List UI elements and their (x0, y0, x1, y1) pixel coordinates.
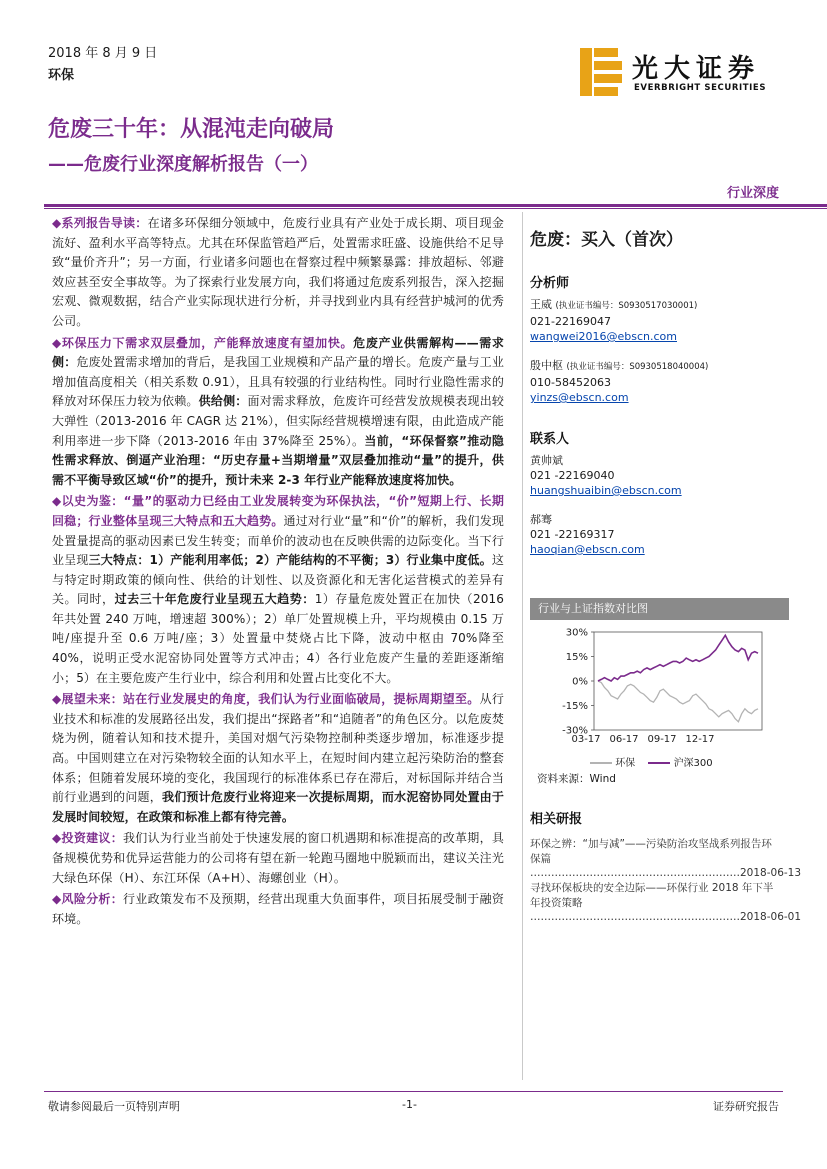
paragraph-investment (52, 829, 504, 888)
report-type: 行业深度 (726, 186, 779, 201)
chart-title: 行业与上证指数对比图 (530, 598, 789, 620)
related-item-dateline (530, 867, 802, 879)
para-text: 危废处置需求增加的背后，是我国工业规模和产品产量的增长。危废产量与工业增加值高度相关（相关系数 0.91），且具有较强的行业结构性。同时行业隐性需求的释放对环保压力较为依赖。 (52, 355, 504, 409)
logo-mark-icon (580, 48, 624, 96)
legend-label-env: 环保 (615, 758, 636, 769)
related-item-dateline (530, 911, 802, 923)
para-text: 通过对行业“量”和“价”的解析，我们发现处置量提高的驱动因素已发生转变；而单价的波动也在反映供需的边际变化。当下行业呈现 (52, 513, 504, 568)
related-heading: 相关研报 (530, 812, 583, 827)
para-heading: ◆以史为鉴：“量”的驱动力已经由工业发展转变为环保执法，“价”短期上行、长期回稳；行业整体呈现三大特点和五大趋势。 (52, 494, 504, 528)
contacts-heading: 联系人 (530, 432, 570, 447)
header-divider (44, 204, 827, 207)
contact-email-link[interactable]: haoqian@ebscn.com (530, 543, 645, 556)
para-bold: 我们预计危废行业将迎来一次提标周期，而水泥窑协同处置由于发展时间较短，在政策和标准上都有待完善。 (52, 790, 504, 824)
footer-disclaimer: 敬请参阅最后一页特别声明 (48, 1100, 180, 1113)
y-tick-label: 30% (565, 627, 588, 639)
column-divider (522, 212, 523, 1080)
logo-english-name: EVERBRIGHT SECURITIES (634, 83, 767, 93)
para-text: 我们认为行业当前处于快速发展的窗口机遇期和标准提高的改革期，具备规模优势和优异运营能力的公司将有望在新一轮跑马圈地中脱颖而出，建议关注光大绿色环保（H）、东江环保（A+H）、海螺创业（H）。 (52, 831, 504, 885)
para-text: 面对需求释放，危废许可经营发放规模表现出较大弹性（2013-2016 年 CAGR 达 21%），但实际经营规模增速有限，由此造成产能利用率进一步下降（2013-2016 年由 37%降至 25%）。 (52, 394, 505, 448)
analyst-email-link[interactable]: yinzs@ebscn.com (530, 391, 629, 404)
related-item-date: 2018-06-01 (740, 911, 802, 923)
plot-frame (594, 632, 762, 730)
y-tick-label: 15% (565, 652, 588, 663)
y-tick-label: -15% (562, 701, 588, 712)
analyst-name: 王威 (530, 298, 552, 311)
contact-name: 郝骞 (530, 513, 552, 526)
para-text: 从行业技术和标准的发展路径出发，我们提出“探路者”和“追随者”的角色区分。以危废焚烧为例，随着认知和技术提升，美国对烟气污染物控制种类逐步增加，标准逐步提高。中国则建立在对污染物较全面的认知水平上，在短时间内建立起污染防治的整套体系；但随着发展环境的变化，我国现行的标准体系已存在滞后，对标国际并结合当前行业遇到的问题， (52, 692, 505, 805)
y-tick-label: 0% (572, 676, 588, 688)
para-bold: 过去三十年危废行业呈现五大趋势： (114, 592, 315, 607)
footer-report-label: 证券研究报告 (713, 1100, 779, 1113)
contact-card (530, 512, 790, 557)
analyst-cert: (执业证书编号：S0930518040004) (566, 362, 709, 372)
related-item-title[interactable]: 环保之辨：“加与减”——污染防治攻坚战系列报告环保篇 (530, 838, 772, 865)
paragraph-series-intro (52, 214, 504, 332)
leader-dots: …………………………………………………… (530, 867, 740, 879)
analyst-phone: 021-22169047 (530, 315, 611, 328)
analysts-section (530, 272, 790, 405)
related-research-section (530, 808, 802, 923)
related-item-title[interactable]: 寻找环保板块的安全边际——环保行业 2018 年下半年投资策略 (530, 882, 774, 909)
main-body (52, 214, 504, 931)
analyst-cert: (执业证书编号：S0930517030001) (555, 301, 698, 311)
chart-source: 资料来源：Wind (537, 773, 616, 785)
related-item[interactable] (530, 837, 802, 879)
legend-label-csi300: 沪深300 (673, 758, 713, 769)
contact-phone: 021 -22169040 (530, 469, 615, 482)
analyst-card (530, 358, 790, 405)
para-bold: 三大特点：1）产能利用率低；2）产能结构的不平衡；3）行业集中度低。 (88, 553, 492, 568)
logo-chinese-name: 光大证券 (632, 54, 761, 84)
para-bold: 危废产业供需解构——需求侧： (52, 335, 504, 370)
x-tick-label: 09-17 (647, 734, 677, 745)
para-heading: ◆展望未来：站在行业发展史的角度，我们认为行业面临破局，提标周期望至。 (52, 692, 480, 707)
paragraph-history (52, 492, 504, 688)
x-tick-label: 06-17 (609, 734, 639, 745)
footer-divider (44, 1091, 783, 1092)
paragraph-demand-supply (52, 334, 504, 491)
company-logo (580, 48, 780, 96)
paragraph-risk (52, 890, 504, 929)
legend-swatch-env (590, 762, 612, 764)
analysts-heading: 分析师 (530, 276, 570, 291)
para-heading: ◆环保压力下需求双层叠加，产能释放速度有望加快。 (52, 335, 354, 350)
chart-legend (590, 754, 713, 769)
report-date: 2018 年 8 月 9 日 (48, 46, 158, 61)
para-text: 在诸多环保细分领域中，危废行业具有产业处于成长期、项目现金流好、盈利水平高等特点。尤其在环保监管趋严后，处置需求旺盛、设施供给不足导致“量价齐升”；另一方面，行业诸多问题也在督察过程中频繁暴露：排放超标、邻避效应甚至安全事故等。为了探索行业发展方向，我们将通过危废系列报告，深入挖掘宏观、微观数据，结合产业实际现状进行分析，并寻找到业内具有经营护城河的优秀公司。 (52, 216, 505, 328)
contact-email-link[interactable]: huangshuaibin@ebscn.com (530, 484, 682, 497)
contact-name: 黄帅斌 (530, 454, 563, 467)
contacts-section (530, 428, 790, 557)
legend-swatch-csi300 (648, 762, 670, 764)
para-heading: ◆投资建议： (52, 831, 124, 846)
series-line-csi300 (598, 635, 758, 681)
para-bold: 当前，“环保督察”推动隐性需求释放、倒逼产业治理：“历史存量+当期增量”双层叠加推动“量”的提升，供需不平衡导致区域“价”的提升，预计未来 2-3 年行业产能释放速度将加快。 (52, 433, 505, 487)
analyst-name: 殷中枢 (530, 359, 563, 372)
para-text: 行业政策发布不及预期，经营出现重大负面事件，项目拓展受制于融资环境。 (52, 892, 504, 926)
sector-label: 环保 (48, 68, 75, 83)
x-tick-label: 12-17 (685, 734, 715, 745)
report-subtitle: ——危废行业深度解析报告（一） (48, 154, 318, 175)
x-tick-label: 03-17 (571, 734, 601, 745)
y-tick-label: -30% (562, 725, 588, 737)
para-heading: ◆风险分析： (52, 892, 124, 907)
index-comparison-chart (530, 622, 789, 752)
series-line-env (598, 681, 758, 722)
para-bold: 供给侧： (198, 394, 248, 409)
analyst-phone: 010-58452063 (530, 376, 611, 389)
contact-card (530, 453, 790, 498)
related-item-date: 2018-06-13 (740, 867, 802, 879)
para-text: 1）存量危废处置正在加快（2016 年共处置 240 万吨，增速超 300%）；2）单厂处置规模上升，平均规模由 0.15 万吨/座提升至 0.6 万吨/座；3）处置量中焚烧占比下降，波动中枢由 70%降至 40%，说明正受水泥窑协同处置等方式冲击；4）各行业危废产生量的差距逐渐缩小；5）在主要危废产生行业中，综合利用和处置占比变化不大。 (52, 592, 504, 685)
analyst-email-link[interactable]: wangwei2016@ebscn.com (530, 330, 677, 343)
analyst-card (530, 297, 790, 344)
para-heading: ◆系列报告导读： (52, 216, 148, 230)
paragraph-outlook (52, 690, 504, 827)
para-text: 这与特定时期政策的倾向性、供给的计划性、以及资源化和无害化运营模式的差异有关。同时， (52, 553, 504, 607)
leader-dots: …………………………………………………… (530, 911, 740, 923)
report-title: 危废三十年：从混沌走向破局 (48, 117, 335, 142)
page-number: -1- (402, 1098, 417, 1111)
contact-phone: 021 -22169317 (530, 528, 615, 541)
related-item[interactable] (530, 881, 802, 923)
rating: 危废：买入（首次） (530, 230, 683, 250)
header-divider-thin (44, 208, 827, 209)
